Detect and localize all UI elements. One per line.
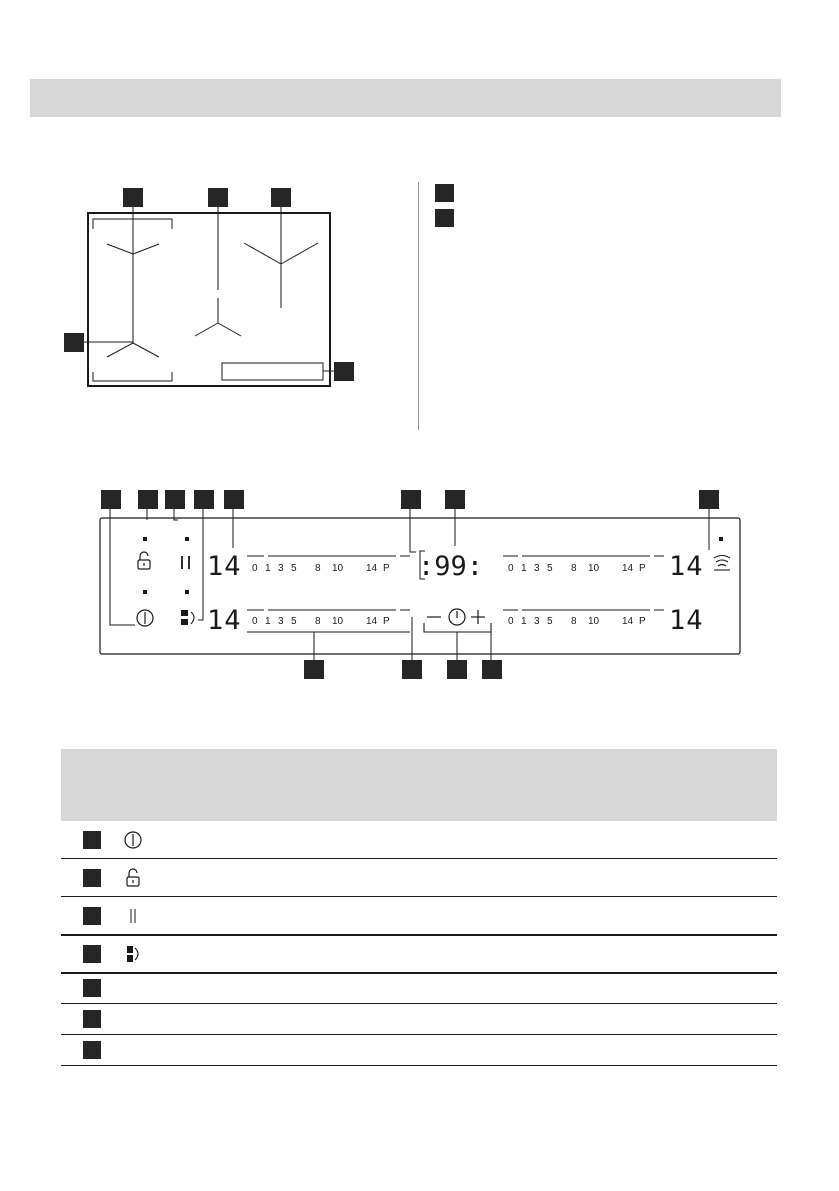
scale-label[interactable]: P [639, 616, 646, 627]
scale-right-bottom[interactable] [508, 616, 646, 627]
marker [447, 660, 467, 679]
scale-label[interactable]: 14 [366, 563, 378, 574]
table-row [61, 897, 777, 934]
marker [83, 1041, 101, 1059]
bridge-icon[interactable] [181, 610, 194, 625]
scale-label[interactable]: 8 [571, 616, 577, 627]
scale-label[interactable]: 10 [588, 616, 600, 627]
row-divider [61, 858, 777, 859]
marker [83, 945, 101, 963]
marker [224, 490, 244, 509]
scale-label[interactable]: 0 [508, 616, 514, 627]
scale-label[interactable]: 3 [278, 616, 284, 627]
scale-left-top[interactable] [252, 563, 390, 574]
scale-label[interactable]: 14 [366, 616, 378, 627]
timer-display: :99: [418, 551, 484, 582]
marker [699, 490, 719, 509]
table-row [61, 1004, 777, 1034]
left-top-display: 14 [207, 551, 242, 582]
right-bottom-display: 14 [669, 605, 704, 636]
scale-label[interactable]: 3 [534, 616, 540, 627]
table-row [61, 822, 777, 858]
scale-label[interactable]: P [383, 616, 390, 627]
plus-button[interactable] [471, 610, 485, 624]
marker [402, 660, 422, 679]
power-icon [123, 830, 143, 850]
scale-label[interactable]: 14 [622, 563, 634, 574]
marker [401, 490, 421, 509]
table-row [61, 973, 777, 1003]
scale-label[interactable]: 0 [508, 563, 514, 574]
marker [83, 907, 101, 925]
scale-label[interactable]: 3 [534, 563, 540, 574]
marker [83, 869, 101, 887]
timer-controls [424, 623, 491, 632]
table-row [61, 860, 777, 896]
scale-label[interactable]: 0 [252, 616, 258, 627]
scale-label[interactable]: P [639, 563, 646, 574]
power-icon[interactable] [137, 610, 153, 626]
scale-label[interactable]: 1 [521, 616, 527, 627]
scale-label[interactable]: 5 [547, 563, 553, 574]
table-header [61, 749, 777, 821]
lock-icon[interactable] [138, 552, 150, 569]
callout-lines [110, 509, 709, 660]
marker [138, 490, 158, 509]
marker [83, 831, 101, 849]
marker [194, 490, 214, 509]
pause-icon[interactable] [182, 556, 189, 569]
hood-connection-icon[interactable] [714, 556, 730, 571]
scale-label[interactable]: 8 [315, 563, 321, 574]
timer-icon[interactable] [449, 609, 465, 625]
scale-label[interactable]: 1 [521, 563, 527, 574]
left-bottom-display: 14 [207, 605, 242, 636]
scale-label[interactable]: 10 [332, 616, 344, 627]
scale-label[interactable]: 1 [265, 616, 271, 627]
scale-label[interactable]: 10 [588, 563, 600, 574]
scale-label[interactable]: 5 [291, 616, 297, 627]
right-top-display: 14 [669, 551, 704, 582]
marker [83, 1010, 101, 1028]
scale-label[interactable]: 3 [278, 563, 284, 574]
panel-outline [100, 518, 740, 654]
scale-label[interactable]: 1 [265, 563, 271, 574]
scale-label[interactable]: 8 [315, 616, 321, 627]
scale-label[interactable]: 0 [252, 563, 258, 574]
pause-icon [123, 906, 143, 926]
marker [304, 660, 324, 679]
marker [83, 979, 101, 997]
scale-right-top[interactable] [508, 563, 646, 574]
bridge-icon [123, 944, 143, 964]
scale-label[interactable]: 5 [291, 563, 297, 574]
scale-label[interactable]: 10 [332, 563, 344, 574]
table-row [61, 1035, 777, 1065]
marker [445, 490, 465, 509]
lock-icon [123, 868, 143, 888]
scale-left-bottom[interactable] [252, 616, 390, 627]
marker [101, 490, 121, 509]
marker [165, 490, 185, 509]
marker [482, 660, 502, 679]
scale-label[interactable]: 8 [571, 563, 577, 574]
row-divider [61, 1065, 777, 1066]
scale-label[interactable]: 14 [622, 616, 634, 627]
scale-label[interactable]: P [383, 563, 390, 574]
scale-label[interactable]: 5 [547, 616, 553, 627]
table-row [61, 935, 777, 972]
